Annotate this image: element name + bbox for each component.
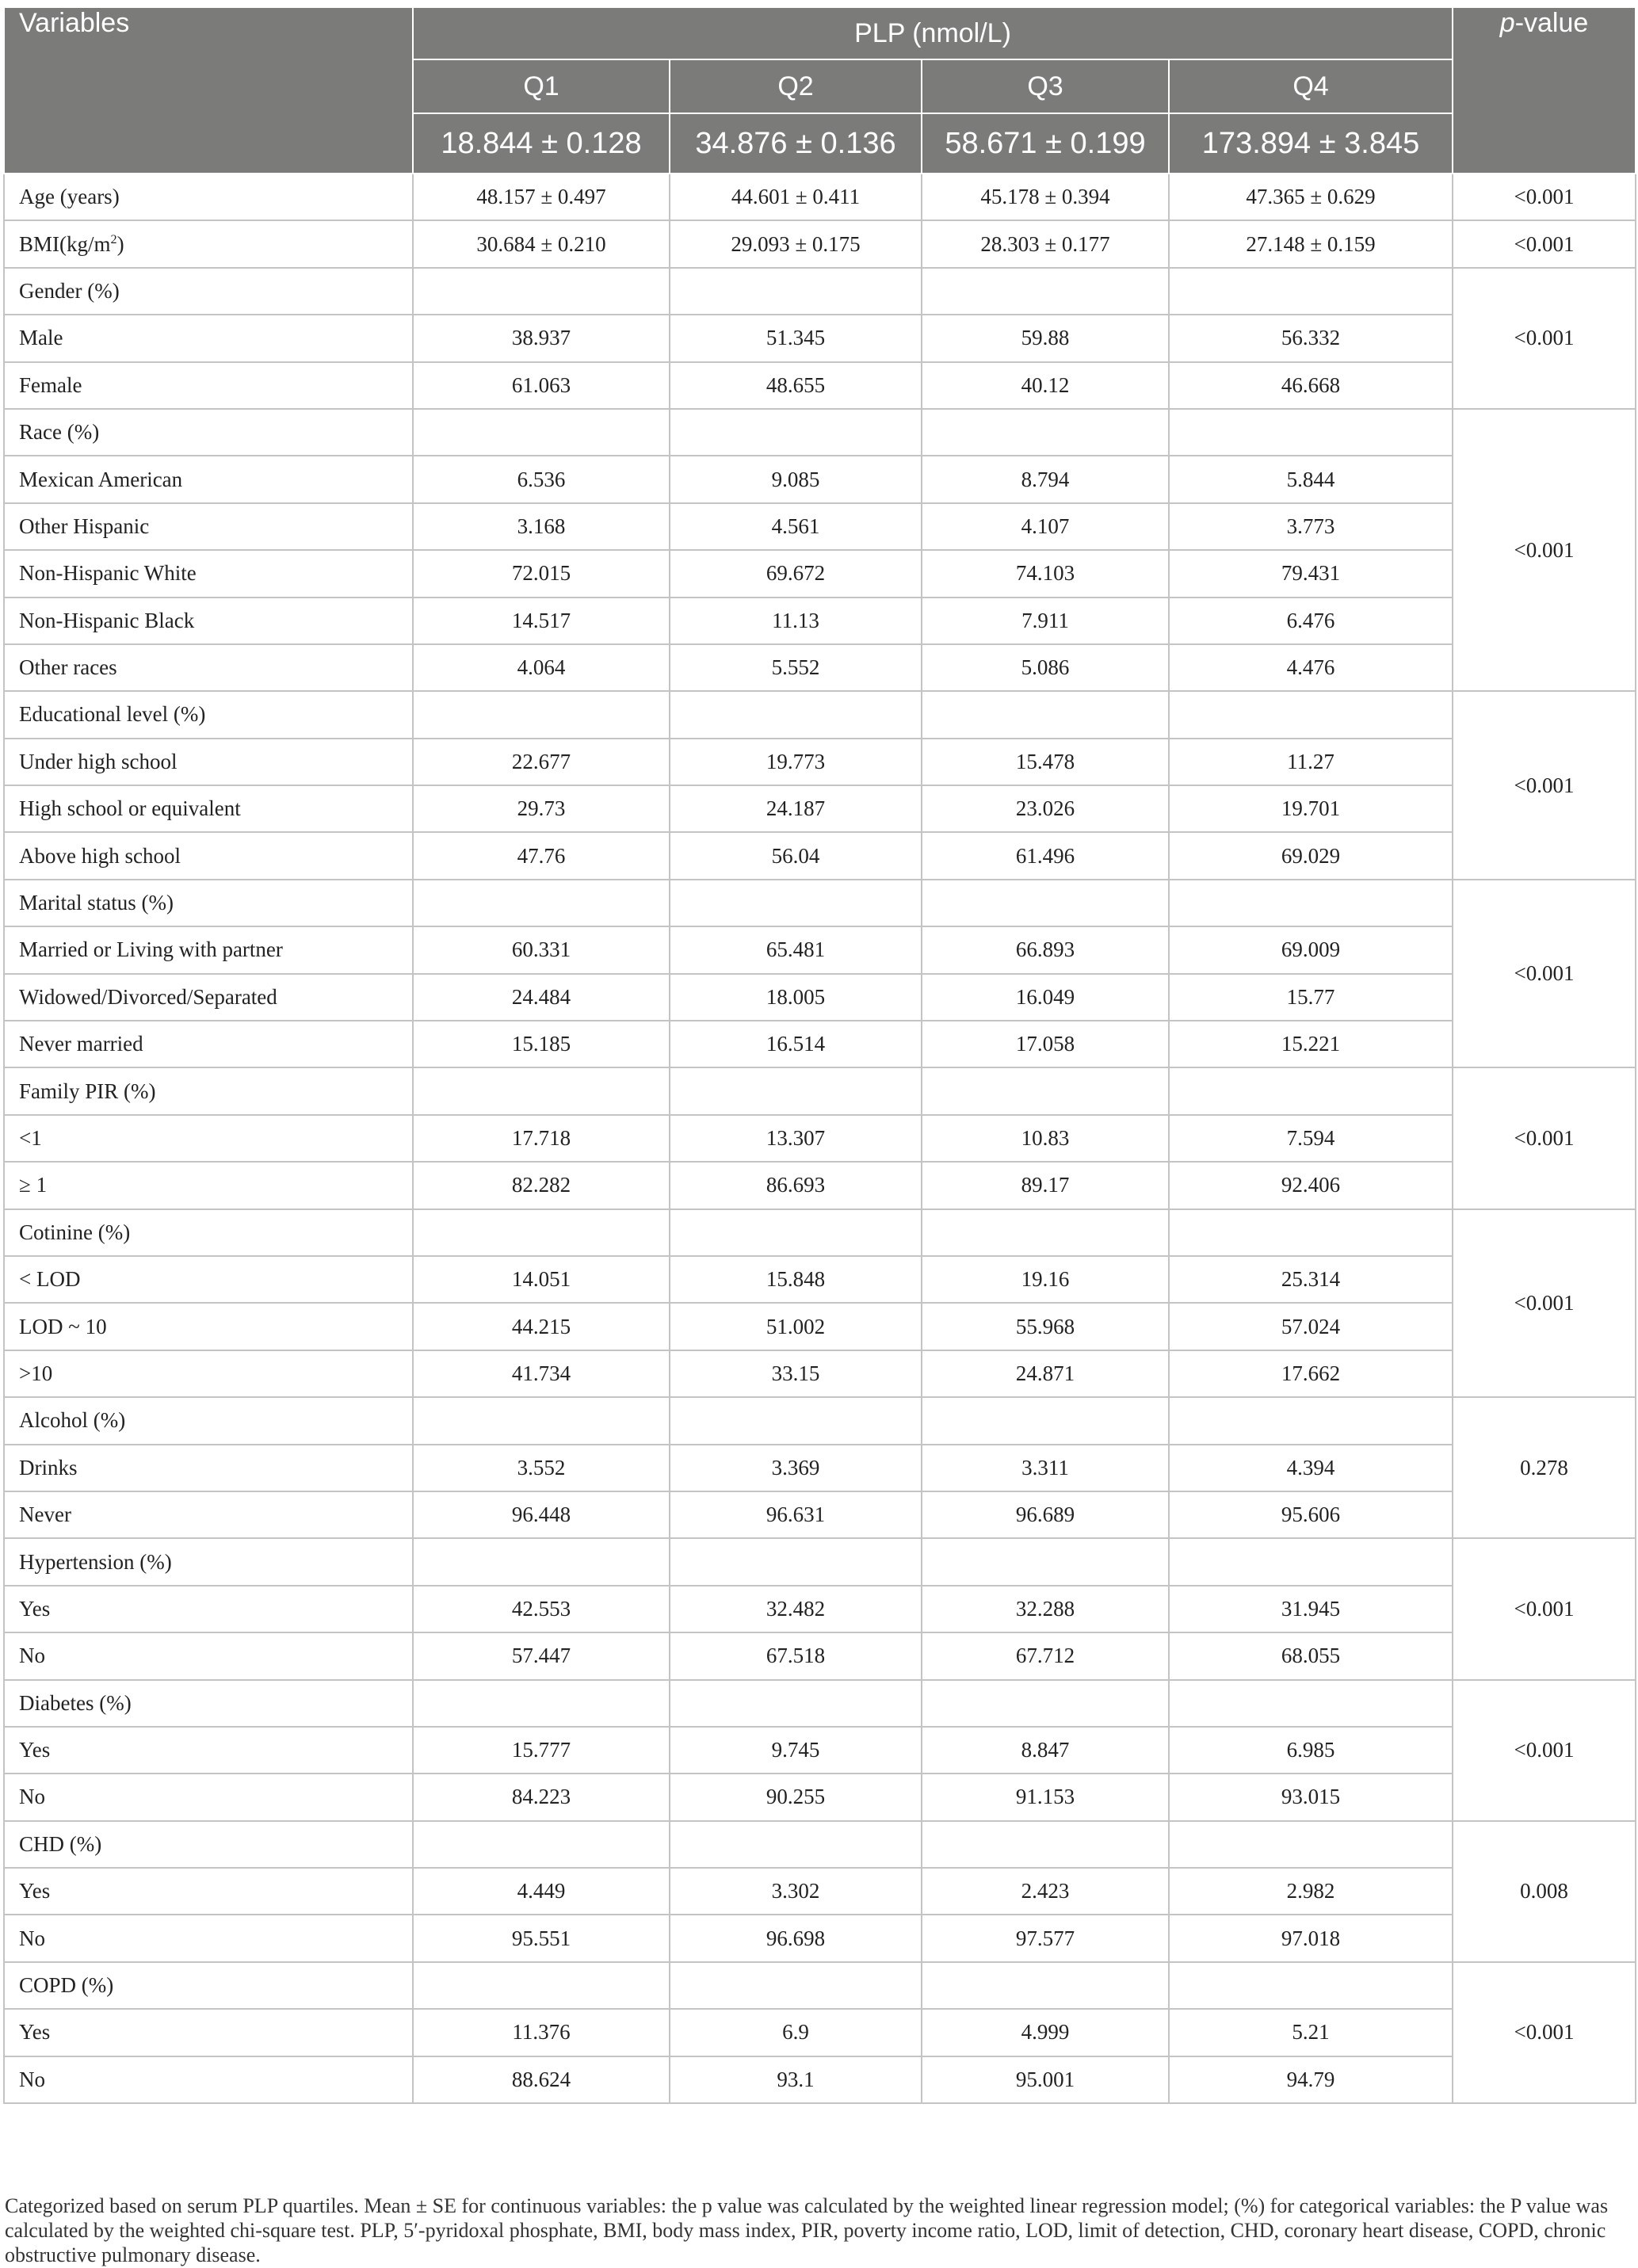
row-value-q1: 42.553: [413, 1586, 670, 1632]
row-value-q2: 3.369: [670, 1445, 922, 1491]
group-p-value: <0.001: [1453, 1962, 1636, 2103]
header-variables: Variables: [4, 7, 413, 174]
row-value-q3: 10.83: [922, 1115, 1169, 1162]
row-value-q2: 67.518: [670, 1632, 922, 1679]
row-value-q2: 96.698: [670, 1915, 922, 1961]
empty-cell: [922, 1067, 1169, 1114]
table-row: [4, 926, 1636, 973]
empty-cell: [1169, 1397, 1453, 1444]
empty-cell: [922, 268, 1169, 315]
row-value-q2: 18.005: [670, 974, 922, 1021]
row-value-q1: 44.215: [413, 1303, 670, 1350]
row-value-q3: 97.577: [922, 1915, 1169, 1961]
table-row: [4, 1162, 1636, 1208]
table-row: [4, 2056, 1636, 2103]
row-age-q2: 44.601 ± 0.411: [670, 174, 922, 220]
header-q1-mean: 18.844 ± 0.128: [413, 113, 670, 174]
table-row: [4, 1774, 1636, 1820]
row-value-q3: 91.153: [922, 1774, 1169, 1820]
baseline-characteristics-table: [3, 6, 1636, 2104]
row-label: Male: [4, 315, 413, 361]
empty-cell: [922, 1397, 1169, 1444]
row-value-q1: 72.015: [413, 550, 670, 597]
empty-cell: [413, 1821, 670, 1868]
row-value-q4: 15.77: [1169, 974, 1453, 1021]
row-value-q2: 96.631: [670, 1491, 922, 1538]
row-value-q2: 69.672: [670, 550, 922, 597]
row-value-q4: 69.029: [1169, 832, 1453, 879]
row-label: ≥ 1: [4, 1162, 413, 1208]
row-value-q1: 24.484: [413, 974, 670, 1021]
row-value-q2: 65.481: [670, 926, 922, 973]
table-row: [4, 1115, 1636, 1162]
row-value-q4: 19.701: [1169, 785, 1453, 832]
group-title: Educational level (%): [4, 691, 413, 738]
empty-cell: [1169, 409, 1453, 456]
row-value-q3: 96.689: [922, 1491, 1169, 1538]
empty-cell: [670, 1538, 922, 1585]
row-value-q3: 32.288: [922, 1586, 1169, 1632]
group-title: Diabetes (%): [4, 1680, 413, 1727]
group-title: Gender (%): [4, 268, 413, 315]
table-row: [4, 1868, 1636, 1915]
empty-cell: [670, 1680, 922, 1727]
empty-cell: [1169, 691, 1453, 738]
empty-cell: [670, 409, 922, 456]
empty-cell: [413, 880, 670, 926]
empty-cell: [1169, 880, 1453, 926]
row-value-q2: 6.9: [670, 2009, 922, 2056]
empty-cell: [413, 1209, 670, 1256]
header-q2: Q2: [670, 59, 922, 113]
row-value-q1: 6.536: [413, 456, 670, 502]
row-age-q3: 45.178 ± 0.394: [922, 174, 1169, 220]
group-title: Family PIR (%): [4, 1067, 413, 1114]
row-value-q2: 3.302: [670, 1868, 922, 1915]
row-value-q1: 17.718: [413, 1115, 670, 1162]
row-label: Yes: [4, 2009, 413, 2056]
row-value-q1: 60.331: [413, 926, 670, 973]
row-age-p: <0.001: [1453, 174, 1636, 220]
table-row: [4, 456, 1636, 502]
row-value-q1: 4.449: [413, 1868, 670, 1915]
row-label: Under high school: [4, 739, 413, 785]
empty-cell: [922, 1821, 1169, 1868]
row-label: Other races: [4, 644, 413, 691]
table-row: [4, 1915, 1636, 1961]
header-q4-mean: 173.894 ± 3.845: [1169, 113, 1453, 174]
row-value-q2: 86.693: [670, 1162, 922, 1208]
empty-cell: [413, 1397, 670, 1444]
row-value-q1: 47.76: [413, 832, 670, 879]
row-value-q4: 6.985: [1169, 1727, 1453, 1774]
group-title: Alcohol (%): [4, 1397, 413, 1444]
table-row: [4, 503, 1636, 550]
row-label: Non-Hispanic Black: [4, 598, 413, 644]
row-value-q2: 24.187: [670, 785, 922, 832]
table-row: [4, 1445, 1636, 1491]
table-row: [4, 785, 1636, 832]
row-value-q4: 4.476: [1169, 644, 1453, 691]
row-value-q3: 4.999: [922, 2009, 1169, 2056]
row-value-q4: 95.606: [1169, 1491, 1453, 1538]
row-bmi-q1: 30.684 ± 0.210: [413, 220, 670, 267]
row-label: Female: [4, 362, 413, 409]
table-row: [4, 1021, 1636, 1067]
group-p-value: 0.278: [1453, 1397, 1636, 1538]
empty-cell: [1169, 1209, 1453, 1256]
row-value-q2: 5.552: [670, 644, 922, 691]
row-bmi-q4: 27.148 ± 0.159: [1169, 220, 1453, 267]
row-label: Drinks: [4, 1445, 413, 1491]
row-value-q4: 15.221: [1169, 1021, 1453, 1067]
empty-cell: [670, 1067, 922, 1114]
row-label: No: [4, 1632, 413, 1679]
row-value-q2: 51.345: [670, 315, 922, 361]
group-header-row: [4, 1067, 1636, 1114]
empty-cell: [413, 1962, 670, 2009]
bmi-label-post: ): [116, 231, 124, 256]
group-header-row: [4, 880, 1636, 926]
row-label: No: [4, 1774, 413, 1820]
row-value-q3: 8.847: [922, 1727, 1169, 1774]
row-label: <1: [4, 1115, 413, 1162]
empty-cell: [922, 1680, 1169, 1727]
row-label: No: [4, 1915, 413, 1961]
row-value-q1: 61.063: [413, 362, 670, 409]
row-label: Widowed/Divorced/Separated: [4, 974, 413, 1021]
group-header-row: [4, 268, 1636, 315]
empty-cell: [670, 1962, 922, 2009]
row-value-q3: 8.794: [922, 456, 1169, 502]
group-p-value: 0.008: [1453, 1821, 1636, 1962]
table-row: [4, 974, 1636, 1021]
group-header-row: [4, 1821, 1636, 1868]
row-value-q2: 32.482: [670, 1586, 922, 1632]
row-value-q3: 7.911: [922, 598, 1169, 644]
row-label: Never: [4, 1491, 413, 1538]
empty-cell: [922, 880, 1169, 926]
empty-cell: [1169, 1538, 1453, 1585]
row-value-q2: 4.561: [670, 503, 922, 550]
row-value-q3: 2.423: [922, 1868, 1169, 1915]
group-p-value: <0.001: [1453, 1067, 1636, 1208]
group-header-row: [4, 1397, 1636, 1444]
row-value-q4: 3.773: [1169, 503, 1453, 550]
row-bmi-label: [4, 220, 413, 267]
row-label: Non-Hispanic White: [4, 550, 413, 597]
group-p-value: <0.001: [1453, 691, 1636, 880]
row-value-q1: 95.551: [413, 1915, 670, 1961]
row-value-q3: 16.049: [922, 974, 1169, 1021]
row-value-q4: 68.055: [1169, 1632, 1453, 1679]
row-value-q4: 92.406: [1169, 1162, 1453, 1208]
row-bmi-q3: 28.303 ± 0.177: [922, 220, 1169, 267]
header-plp-group: PLP (nmol/L): [413, 7, 1453, 59]
row-age-q1: 48.157 ± 0.497: [413, 174, 670, 220]
group-title: COPD (%): [4, 1962, 413, 2009]
row-label: Married or Living with partner: [4, 926, 413, 973]
header-q2-mean: 34.876 ± 0.136: [670, 113, 922, 174]
row-value-q4: 56.332: [1169, 315, 1453, 361]
header-p-italic: p: [1499, 8, 1515, 38]
bmi-label-pre: BMI(kg/m: [19, 231, 111, 256]
group-header-row: [4, 409, 1636, 456]
group-p-value: <0.001: [1453, 880, 1636, 1068]
row-label: Never married: [4, 1021, 413, 1067]
empty-cell: [1169, 1680, 1453, 1727]
row-label: >10: [4, 1350, 413, 1397]
header-q1: Q1: [413, 59, 670, 113]
table-row: [4, 832, 1636, 879]
group-header-row: [4, 1962, 1636, 2009]
group-title: Cotinine (%): [4, 1209, 413, 1256]
row-value-q3: 66.893: [922, 926, 1169, 973]
row-value-q3: 24.871: [922, 1350, 1169, 1397]
row-value-q2: 16.514: [670, 1021, 922, 1067]
table-row: [4, 362, 1636, 409]
group-title: Race (%): [4, 409, 413, 456]
row-value-q1: 57.447: [413, 1632, 670, 1679]
row-value-q1: 11.376: [413, 2009, 670, 2056]
row-value-q2: 9.745: [670, 1727, 922, 1774]
row-value-q1: 3.168: [413, 503, 670, 550]
row-value-q1: 3.552: [413, 1445, 670, 1491]
row-value-q1: 82.282: [413, 1162, 670, 1208]
row-label: Yes: [4, 1586, 413, 1632]
row-value-q3: 59.88: [922, 315, 1169, 361]
row-value-q4: 6.476: [1169, 598, 1453, 644]
row-value-q1: 14.517: [413, 598, 670, 644]
row-value-q4: 7.594: [1169, 1115, 1453, 1162]
row-value-q4: 25.314: [1169, 1256, 1453, 1303]
row-value-q2: 48.655: [670, 362, 922, 409]
row-value-q2: 9.085: [670, 456, 922, 502]
row-value-q2: 56.04: [670, 832, 922, 879]
table-row: [4, 739, 1636, 785]
group-header-row: [4, 1680, 1636, 1727]
table-body: [4, 174, 1636, 2103]
empty-cell: [670, 1209, 922, 1256]
header-q3-mean: 58.671 ± 0.199: [922, 113, 1169, 174]
table-row: [4, 550, 1636, 597]
bmi-label-sup: 2: [110, 231, 117, 246]
empty-cell: [670, 880, 922, 926]
empty-cell: [670, 1821, 922, 1868]
row-value-q3: 67.712: [922, 1632, 1169, 1679]
row-value-q3: 61.496: [922, 832, 1169, 879]
row-value-q1: 84.223: [413, 1774, 670, 1820]
row-value-q3: 19.16: [922, 1256, 1169, 1303]
row-value-q4: 2.982: [1169, 1868, 1453, 1915]
empty-cell: [1169, 1067, 1453, 1114]
table-row: [4, 1727, 1636, 1774]
empty-cell: [670, 1397, 922, 1444]
row-label: < LOD: [4, 1256, 413, 1303]
row-label: Yes: [4, 1727, 413, 1774]
group-header-row: [4, 1209, 1636, 1256]
row-age: [4, 174, 1636, 220]
row-value-q4: 57.024: [1169, 1303, 1453, 1350]
row-value-q3: 74.103: [922, 550, 1169, 597]
row-value-q2: 13.307: [670, 1115, 922, 1162]
row-value-q1: 96.448: [413, 1491, 670, 1538]
row-value-q4: 4.394: [1169, 1445, 1453, 1491]
row-value-q3: 15.478: [922, 739, 1169, 785]
row-value-q1: 4.064: [413, 644, 670, 691]
row-value-q3: 5.086: [922, 644, 1169, 691]
row-value-q2: 90.255: [670, 1774, 922, 1820]
row-label: Yes: [4, 1868, 413, 1915]
empty-cell: [922, 1962, 1169, 2009]
group-title: Hypertension (%): [4, 1538, 413, 1585]
row-value-q3: 55.968: [922, 1303, 1169, 1350]
row-label: Other Hispanic: [4, 503, 413, 550]
row-value-q4: 94.79: [1169, 2056, 1453, 2103]
row-value-q4: 31.945: [1169, 1586, 1453, 1632]
row-value-q4: 69.009: [1169, 926, 1453, 973]
row-value-q3: 95.001: [922, 2056, 1169, 2103]
empty-cell: [922, 691, 1169, 738]
table-row: [4, 2009, 1636, 2056]
empty-cell: [1169, 1821, 1453, 1868]
row-value-q3: 3.311: [922, 1445, 1169, 1491]
group-p-value: <0.001: [1453, 1209, 1636, 1398]
row-value-q4: 79.431: [1169, 550, 1453, 597]
empty-cell: [413, 1538, 670, 1585]
table-footnote: Categorized based on serum PLP quartiles. Mean ± SE for continuous variables: the p value was calculated by the weighted linear regression model; (%) for categorical variables: the P value was calculated by the weighted chi-square test. PLP, 5′-pyridoxal phosphate, BMI, body mass index, PIR, poverty income ratio, LOD, limit of detection, CHD, coronary heart disease, COPD, chronic obstructive pulmonary disease.: [5, 2194, 1609, 2266]
row-value-q4: 5.21: [1169, 2009, 1453, 2056]
empty-cell: [413, 268, 670, 315]
row-age-label: Age (years): [4, 174, 413, 220]
row-value-q2: 51.002: [670, 1303, 922, 1350]
row-value-q4: 11.27: [1169, 739, 1453, 785]
row-value-q3: 4.107: [922, 503, 1169, 550]
header-q4: Q4: [1169, 59, 1453, 113]
group-title: CHD (%): [4, 1821, 413, 1868]
row-value-q1: 22.677: [413, 739, 670, 785]
row-age-q4: 47.365 ± 0.629: [1169, 174, 1453, 220]
row-value-q3: 17.058: [922, 1021, 1169, 1067]
group-title: Marital status (%): [4, 880, 413, 926]
empty-cell: [413, 1067, 670, 1114]
row-value-q2: 15.848: [670, 1256, 922, 1303]
row-value-q3: 40.12: [922, 362, 1169, 409]
row-value-q1: 29.73: [413, 785, 670, 832]
row-value-q4: 46.668: [1169, 362, 1453, 409]
table-row: [4, 1350, 1636, 1397]
group-header-row: [4, 691, 1636, 738]
row-label: LOD ~ 10: [4, 1303, 413, 1350]
table-row: [4, 1586, 1636, 1632]
row-value-q4: 97.018: [1169, 1915, 1453, 1961]
empty-cell: [922, 1538, 1169, 1585]
row-value-q1: 14.051: [413, 1256, 670, 1303]
group-p-value: <0.001: [1453, 1680, 1636, 1821]
row-value-q2: 11.13: [670, 598, 922, 644]
table-row: [4, 644, 1636, 691]
row-bmi-p: <0.001: [1453, 220, 1636, 267]
row-value-q2: 33.15: [670, 1350, 922, 1397]
table-row: [4, 1491, 1636, 1538]
row-value-q1: 41.734: [413, 1350, 670, 1397]
row-bmi-q2: 29.093 ± 0.175: [670, 220, 922, 267]
header-row-1: [4, 7, 1636, 59]
empty-cell: [670, 268, 922, 315]
row-bmi: [4, 220, 1636, 267]
empty-cell: [1169, 1962, 1453, 2009]
header-q3: Q3: [922, 59, 1169, 113]
empty-cell: [413, 1680, 670, 1727]
row-value-q4: 93.015: [1169, 1774, 1453, 1820]
group-header-row: [4, 1538, 1636, 1585]
group-p-value: <0.001: [1453, 268, 1636, 409]
table-container: [3, 6, 1635, 2104]
row-value-q1: 38.937: [413, 315, 670, 361]
row-value-q1: 15.777: [413, 1727, 670, 1774]
row-value-q2: 93.1: [670, 2056, 922, 2103]
row-value-q1: 15.185: [413, 1021, 670, 1067]
empty-cell: [413, 691, 670, 738]
row-value-q4: 17.662: [1169, 1350, 1453, 1397]
empty-cell: [922, 409, 1169, 456]
row-label: High school or equivalent: [4, 785, 413, 832]
group-p-value: <0.001: [1453, 409, 1636, 691]
row-value-q3: 23.026: [922, 785, 1169, 832]
row-value-q2: 19.773: [670, 739, 922, 785]
table-row: [4, 315, 1636, 361]
row-value-q3: 89.17: [922, 1162, 1169, 1208]
table-row: [4, 1256, 1636, 1303]
header-p-rest: -value: [1514, 8, 1589, 38]
table-row: [4, 598, 1636, 644]
empty-cell: [922, 1209, 1169, 1256]
group-p-value: <0.001: [1453, 1538, 1636, 1679]
row-value-q4: 5.844: [1169, 456, 1453, 502]
empty-cell: [670, 691, 922, 738]
table-row: [4, 1303, 1636, 1350]
row-label: No: [4, 2056, 413, 2103]
empty-cell: [413, 409, 670, 456]
row-value-q1: 88.624: [413, 2056, 670, 2103]
empty-cell: [1169, 268, 1453, 315]
table-row: [4, 1632, 1636, 1679]
row-label: Above high school: [4, 832, 413, 879]
row-label: Mexican American: [4, 456, 413, 502]
header-p-value: [1453, 7, 1636, 174]
